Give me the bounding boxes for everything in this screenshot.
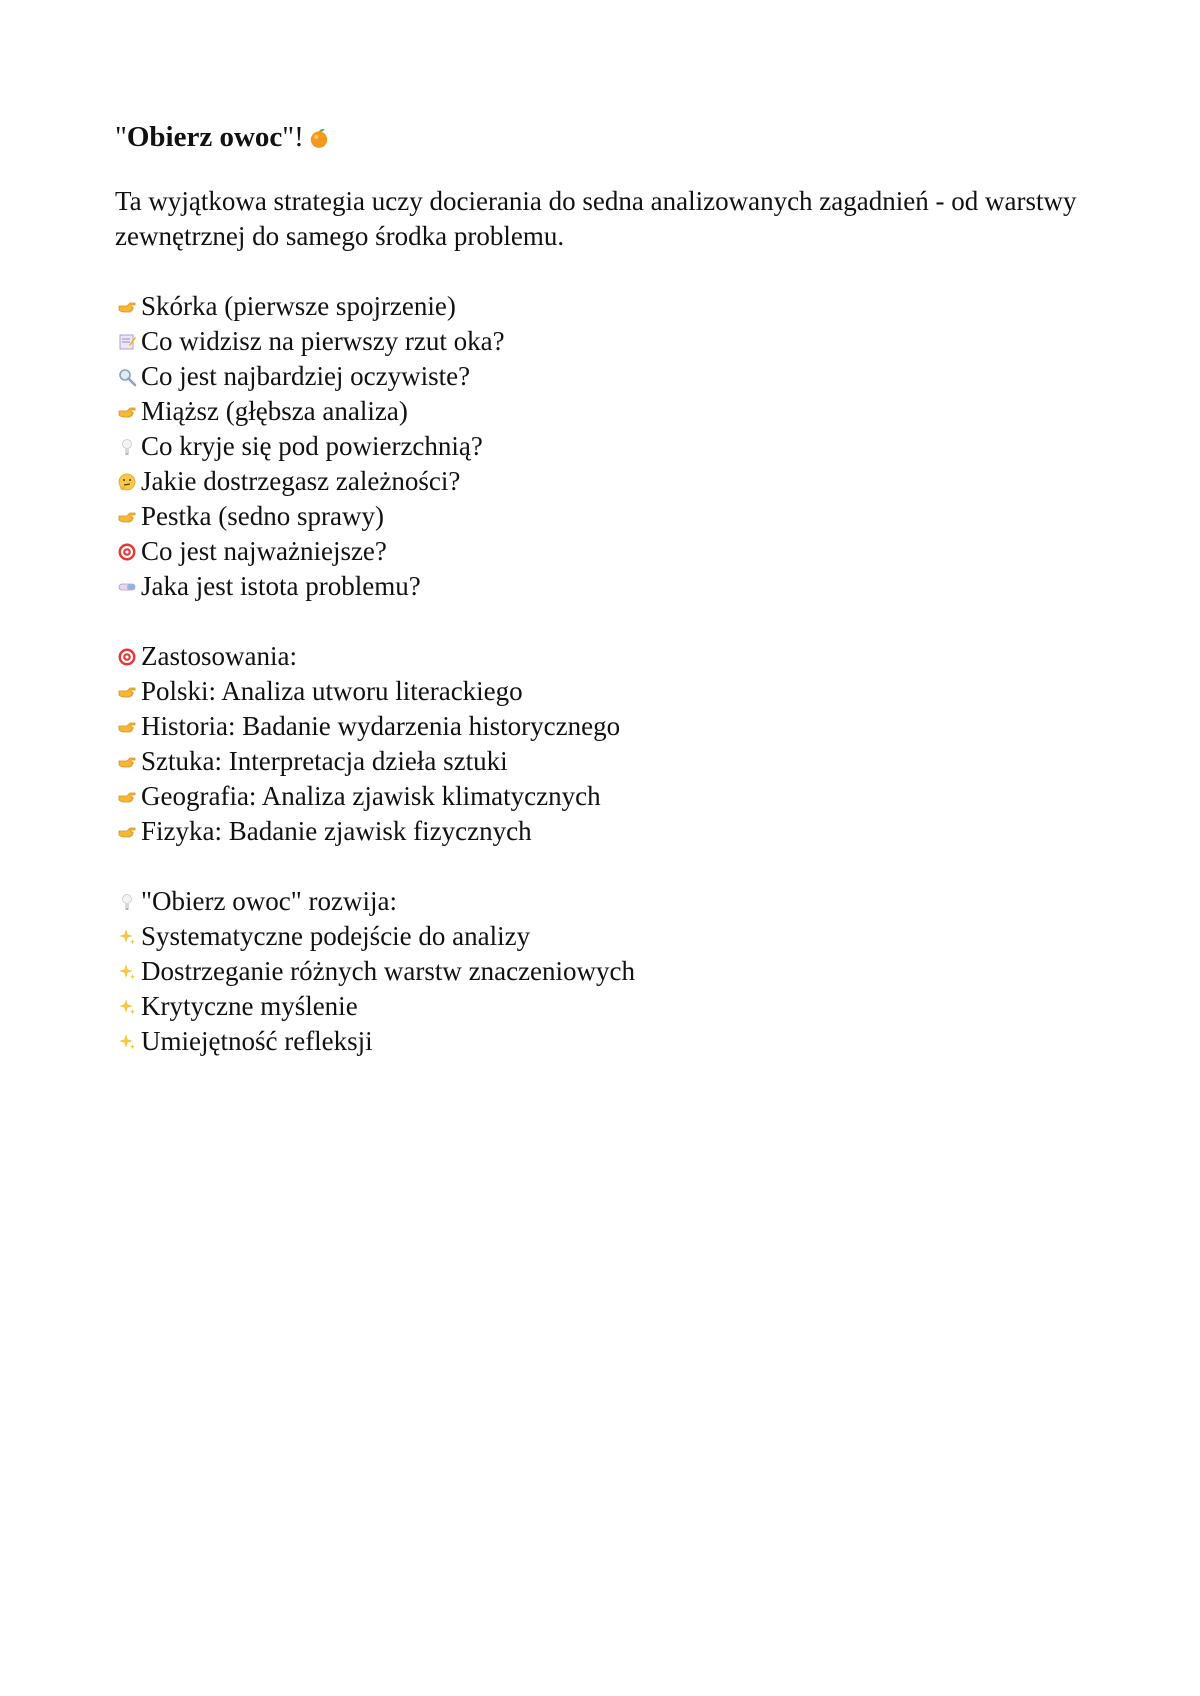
layer-item bbox=[115, 429, 1095, 464]
memo-icon bbox=[115, 330, 139, 354]
target-icon bbox=[115, 645, 139, 669]
sparkles-icon bbox=[115, 925, 139, 949]
application-item bbox=[115, 674, 1095, 709]
sparkles-icon bbox=[115, 995, 139, 1019]
develops-item-text: Krytyczne myślenie bbox=[141, 991, 358, 1021]
layer-item-text: Jakie dostrzegasz zależności? bbox=[141, 466, 461, 496]
layer-item bbox=[115, 534, 1095, 569]
develops-item bbox=[115, 884, 1095, 919]
layer-item bbox=[115, 289, 1095, 324]
application-item bbox=[115, 779, 1095, 814]
pointing-hand-icon bbox=[115, 785, 139, 809]
pointing-hand-icon bbox=[115, 750, 139, 774]
layer-item-text: Miąższ (głębsza analiza) bbox=[141, 396, 408, 426]
layer-item bbox=[115, 324, 1095, 359]
application-item bbox=[115, 709, 1095, 744]
pointing-hand-icon bbox=[115, 505, 139, 529]
develops-item bbox=[115, 954, 1095, 989]
magnifier-icon bbox=[115, 365, 139, 389]
application-item-text: Zastosowania: bbox=[141, 641, 297, 671]
layer-item-text: Co jest najbardziej oczywiste? bbox=[141, 361, 471, 391]
layers-list bbox=[115, 289, 1095, 604]
sparkles-icon bbox=[115, 960, 139, 984]
develops-item bbox=[115, 989, 1095, 1024]
layer-item bbox=[115, 499, 1095, 534]
layer-item-text: Skórka (pierwsze spojrzenie) bbox=[141, 291, 456, 321]
application-item-text: Sztuka: Interpretacja dzieła sztuki bbox=[141, 746, 508, 776]
layer-item bbox=[115, 569, 1095, 604]
document-title bbox=[115, 118, 1095, 156]
layer-item-text: Co jest najważniejsze? bbox=[141, 536, 387, 566]
layer-item-text: Co widzisz na pierwszy rzut oka? bbox=[141, 326, 505, 356]
develops-item bbox=[115, 1024, 1095, 1059]
lightbulb-icon bbox=[115, 890, 139, 914]
layer-item bbox=[115, 464, 1095, 499]
develops-item-text: Dostrzeganie różnych warstw znaczeniowych bbox=[141, 956, 636, 986]
application-item-text: Historia: Badanie wydarzenia historycznego bbox=[141, 711, 621, 741]
application-item bbox=[115, 639, 1095, 674]
application-item-text: Polski: Analiza utworu literackiego bbox=[141, 676, 523, 706]
pointing-hand-icon bbox=[115, 680, 139, 704]
develops-item-text: "Obierz owoc" rozwija: bbox=[141, 886, 397, 916]
pointing-hand-icon bbox=[115, 715, 139, 739]
title-quote: " bbox=[115, 121, 127, 153]
pointing-hand-icon bbox=[115, 295, 139, 319]
application-item bbox=[115, 744, 1095, 779]
layer-item bbox=[115, 359, 1095, 394]
applications-list bbox=[115, 639, 1095, 849]
lightbulb-icon bbox=[115, 435, 139, 459]
application-item-text: Fizyka: Badanie zjawisk fizycznych bbox=[141, 816, 532, 846]
tangerine-icon bbox=[308, 127, 334, 153]
layer-item bbox=[115, 394, 1095, 429]
intro-paragraph: Ta wyjątkowa strategia uczy docierania do sedna analizowanych zagadnień - od warstwy zewnętrznej do samego środka problemu. bbox=[115, 186, 1077, 251]
application-item bbox=[115, 814, 1095, 849]
thinking-face-icon bbox=[115, 470, 139, 494]
target-icon bbox=[115, 540, 139, 564]
application-item-text: Geografia: Analiza zjawisk klimatycznych bbox=[141, 781, 601, 811]
layer-item-text: Pestka (sedno sprawy) bbox=[141, 501, 384, 531]
develops-item bbox=[115, 919, 1095, 954]
develops-item-text: Systematyczne podejście do analizy bbox=[141, 921, 531, 951]
pill-icon bbox=[115, 575, 139, 599]
layer-item-text: Jaka jest istota problemu? bbox=[141, 571, 421, 601]
develops-list bbox=[115, 884, 1095, 1059]
document-content bbox=[115, 118, 1095, 1094]
sparkles-icon bbox=[115, 1030, 139, 1054]
develops-item-text: Umiejętność refleksji bbox=[141, 1026, 373, 1056]
pointing-hand-icon bbox=[115, 820, 139, 844]
title-bold-text: Obierz owoc bbox=[126, 121, 283, 153]
pointing-hand-icon bbox=[115, 400, 139, 424]
layer-item-text: Co kryje się pod powierzchnią? bbox=[141, 431, 483, 461]
title-tail: "! bbox=[282, 121, 304, 153]
